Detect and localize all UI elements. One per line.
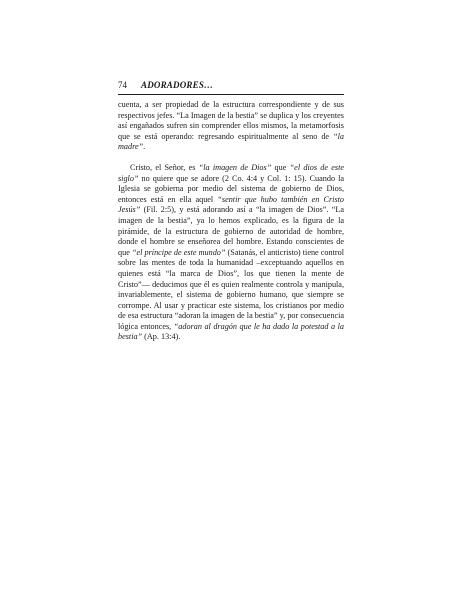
paragraph-1-text-b: . bbox=[143, 142, 146, 152]
paragraph-2-quote-dios-de-este-siglo: “el dios de este siglo” bbox=[118, 162, 344, 183]
paragraph-2-quote-sentir: “sentir que hubo también en Cristo Jesús” bbox=[118, 194, 345, 215]
paragraph-2-quote-imagen-de-dios: “la imagen de Dios” bbox=[198, 162, 272, 172]
paragraph-2-text-d: (Fil. 2:5), y está adorando así a “la imagen de Dios”. “La imagen de la bestia”, ya lo hemos explicado, es la figura de la pirámide, de la estructura de gobierno de autoridad de hombre, donde el hombre se enseñorea del hombre. Estando conscientes de que bbox=[118, 205, 344, 257]
paragraph-2-text-f: (Ap. 13:4). bbox=[142, 332, 181, 342]
running-title: ADORADORES… bbox=[141, 80, 214, 90]
paragraph-2-text-c: no quiere que se adore (2 Co. 4:4 y Col. 1: 15). Cuando la Iglesia se gobierna por medio del sistema de gobierno de Dios, entonces está en ella aquel bbox=[118, 173, 344, 204]
paragraph-2-text-b: que bbox=[271, 162, 290, 172]
paragraph-1-text-a: cuenta, a ser propiedad de la estructura correspondiente y de sus respectivos jefes. “La Imagen de la bestia” se duplica y los creyentes así engañados sufren sin comprender ellos mismos, la metamorfosis que se está operando: regresando espiritualmente al seno de bbox=[118, 100, 344, 141]
paragraph-1 bbox=[118, 100, 344, 153]
page-number: 74 bbox=[118, 80, 127, 90]
paragraph-2-quote-principe: “el príncipe de este mundo” bbox=[131, 247, 226, 257]
header-rule bbox=[118, 94, 344, 95]
paragraph-2-text-a: Cristo, el Señor, es bbox=[130, 162, 199, 172]
paragraph-1-quote-la-madre: “la madre” bbox=[118, 131, 344, 152]
paragraph-2-quote-dragon: “adoran al dragón que le ha dado la potestad a la bestia” bbox=[118, 321, 344, 342]
body-text bbox=[118, 100, 344, 343]
paragraph-2-text-e: (Satanás, el anticristo) tiene control sobre las mentes de toda la humanidad –exceptuando aquellos en quienes está “la marca de Dios”, los que tienen la mente de Cristo”— deducimos que él es quien realmente controla y manipula, invariablemente, el sistema de gobierno humano, que siempre se corrompe. Al usar y practicar este sistema, los cristianos por medio de esa estructura “adoran la imagen de la bestia” y, por consecuencia lógica entonces, bbox=[118, 247, 344, 331]
paragraph-2 bbox=[118, 163, 344, 343]
